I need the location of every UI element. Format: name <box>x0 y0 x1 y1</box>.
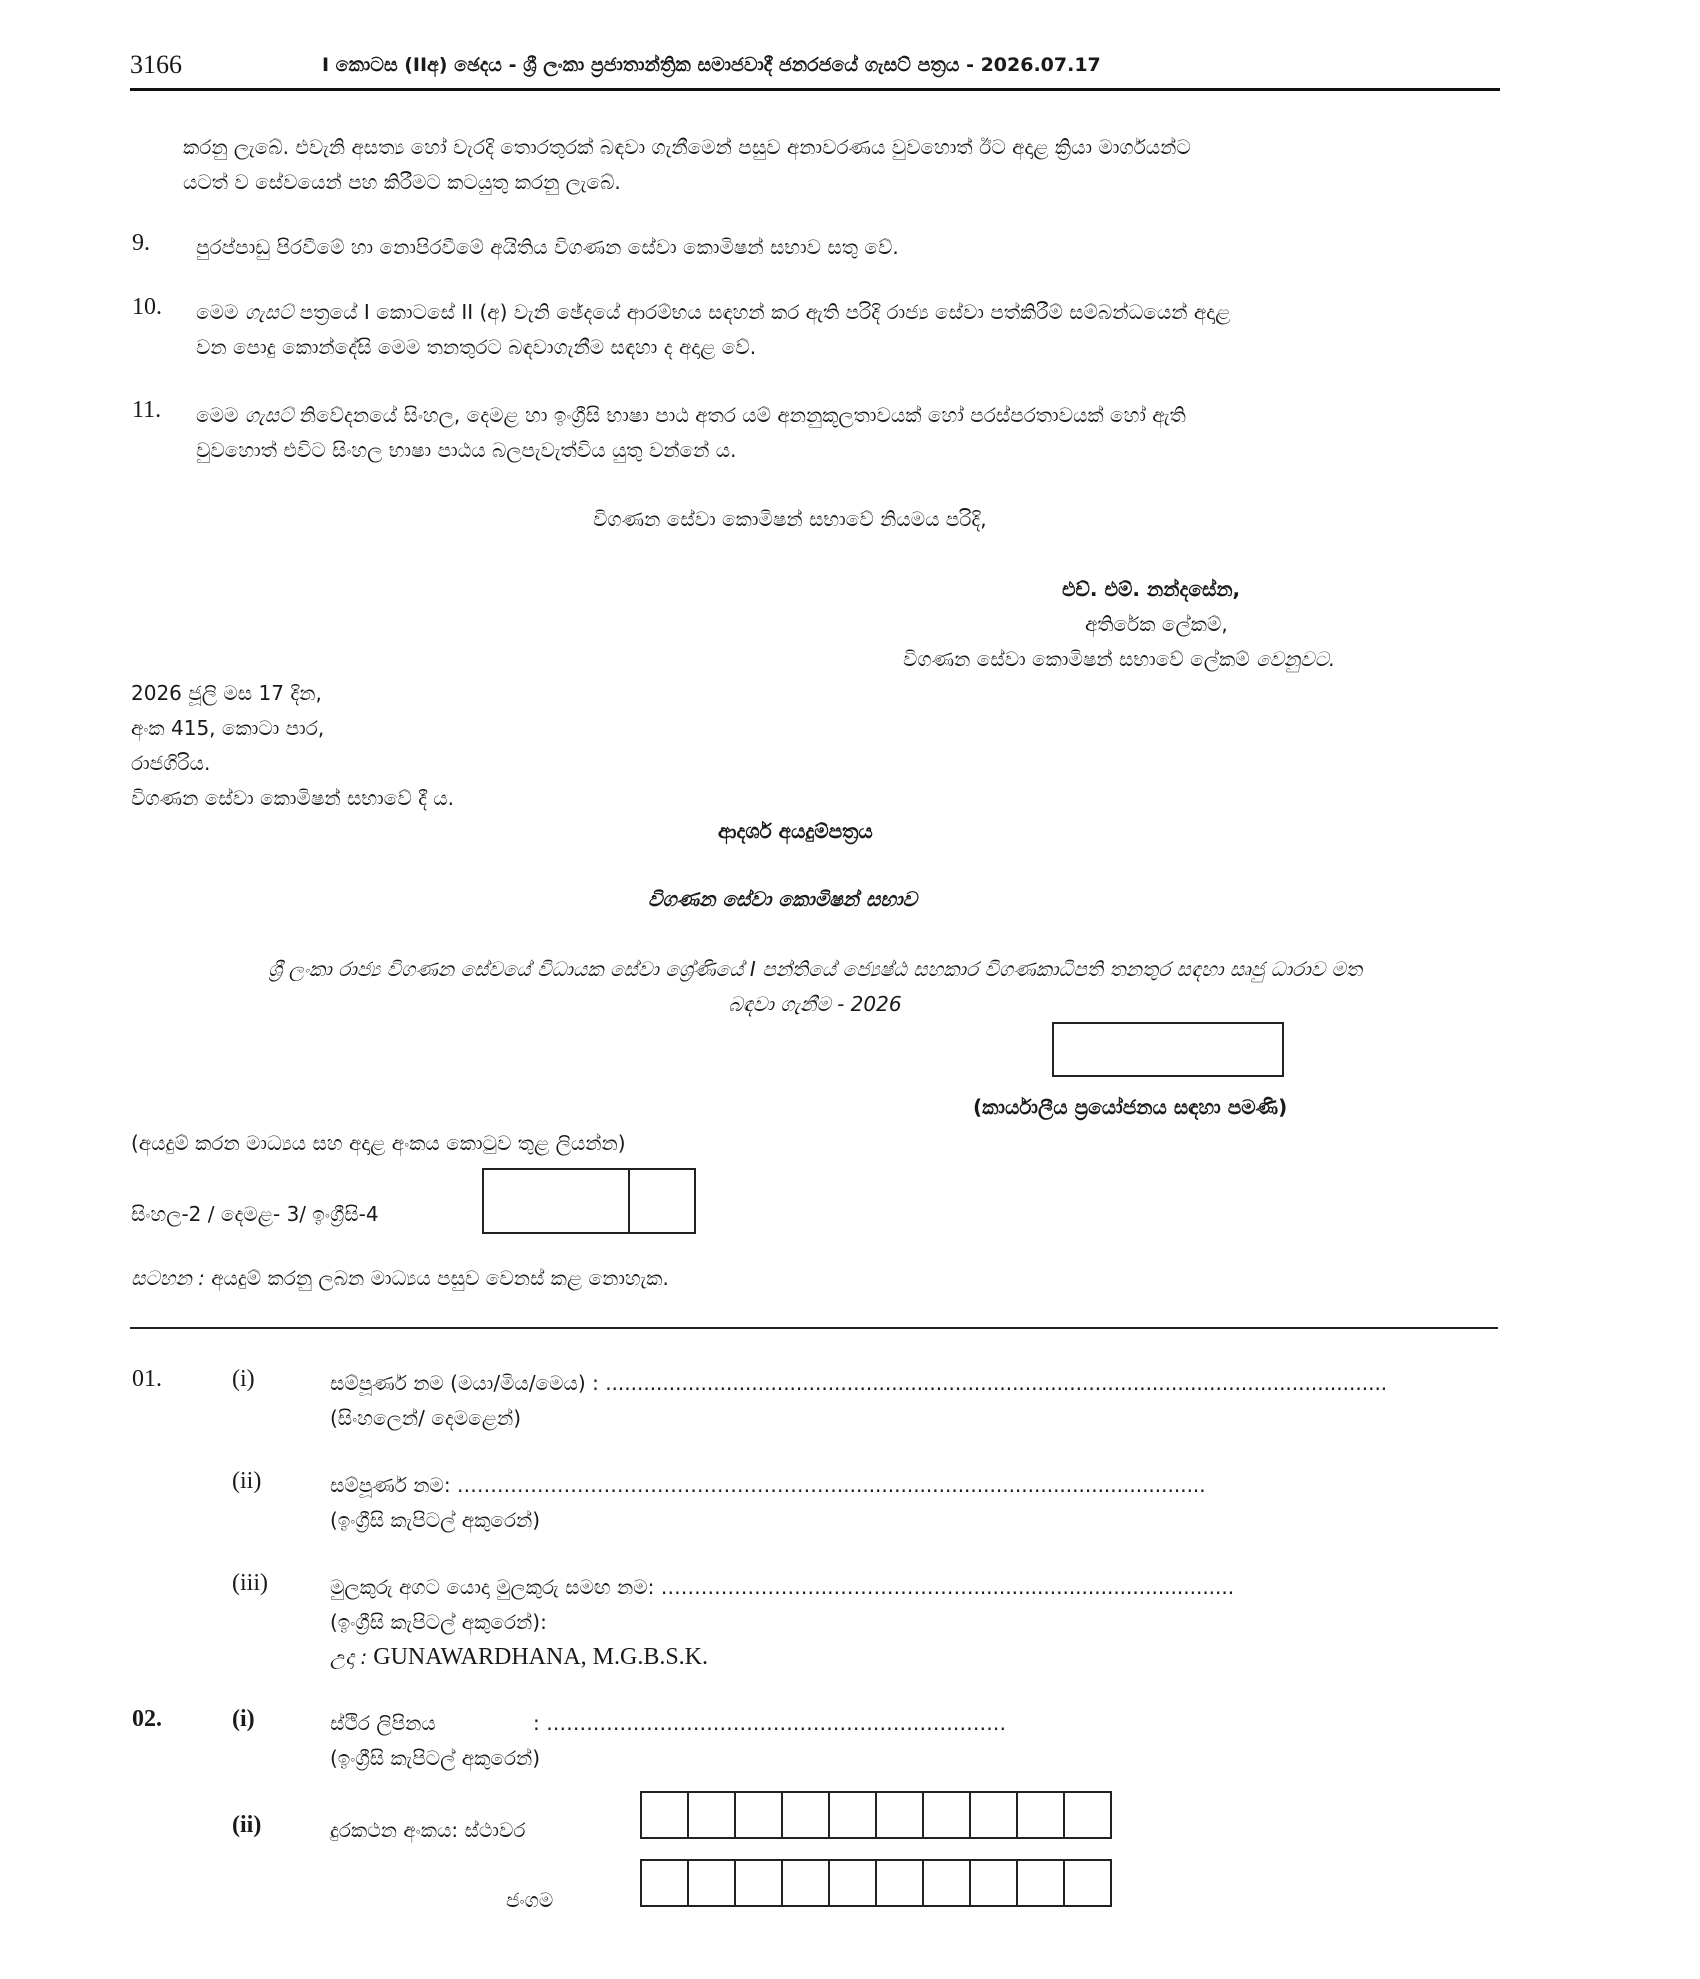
item-9-text: පුරප්පාඩු පිරවීමේ හා නොපිරවීමේ අයිතිය විගණන සේවා කොමිෂන් සභාව සතු වේ. <box>196 235 899 259</box>
landline-digit-box[interactable] <box>687 1791 736 1839</box>
medium-box[interactable] <box>482 1168 630 1234</box>
q01-ii-language-note: (ඉංග්‍රීසි කැපිටල් අකුරෙන්) <box>330 1508 541 1532</box>
mobile-digit-box[interactable] <box>1063 1859 1112 1907</box>
q01-i-full-name-field[interactable]: සම්පූර්ණ නම (මයා/මිය/මෙය) : ........................................................................................................................... <box>330 1371 1388 1395</box>
landline-digit-box[interactable] <box>781 1791 830 1839</box>
q02-number: 02. <box>132 1706 162 1732</box>
q01-number: 01. <box>132 1366 162 1392</box>
q02-i-permanent-address-label: ස්ථිර ලිපිනය <box>330 1711 436 1735</box>
medium-options: සිංහල-2 / දෙමළ- 3/ ඉංග්‍රීසි-4 <box>131 1202 379 1226</box>
landline-digit-box[interactable] <box>1063 1791 1112 1839</box>
on-behalf-prefix: විගණන සේවා කොමිෂන් සභාවේ ලේකම් <box>903 647 1256 671</box>
q01-iii-name-with-initials-field[interactable]: මුලකුරු අගට යොදා මුලකුරු සමඟ නම: ……………………..…………………......................................... <box>330 1575 1235 1599</box>
item-10-line-2: වන පොදු කොන්දේසි මෙම තනතුරට බඳවාගැනීම සඳහා ද අදාළ වේ. <box>196 335 757 359</box>
item-11-prefix: මෙම <box>196 403 245 427</box>
issued-at-line: විගණන සේවා කොමිෂන් සභාවේ දී ය. <box>131 786 455 810</box>
landline-digit-box[interactable] <box>828 1791 877 1839</box>
note-line <box>131 1261 669 1295</box>
subject-line-1: ශ්‍රී ලංකා රාජ්‍ය විගණන සේවයේ විධායක සේවා ශ්‍රේණියේ I පන්තියේ ජ්‍යෙෂ්ඨ සහකාර විගණකාධිපති තනතුර සඳහා සෘජු ධාරාව මත <box>267 957 1363 981</box>
mobile-digit-box[interactable] <box>640 1859 689 1907</box>
example-label: උදා : <box>330 1645 368 1669</box>
q01-iii-marker: (iii) <box>232 1570 268 1596</box>
page-number: 3166 <box>130 50 182 79</box>
landline-digit-box[interactable] <box>734 1791 783 1839</box>
q01-i-language-note: (සිංහලෙන්/ දෙමළෙන්) <box>330 1406 522 1430</box>
gazette-header-title: I කොටස (IIඅ) ඡෙදය - ශ්‍රී ලංකා ප්‍රජාතාන්ත්‍රික සමාජවාදී ජනරජයේ ගැසට් පත්‍රය - 2026.07.17 <box>322 54 1101 76</box>
continuation-line-1: කරනු ලැබේ. එවැනි අසත්‍ය හෝ වැරදි තොරතුරක් බඳවා ගැනීමෙන් පසුව අනාවරණය වුවහොත් ඊට අදාළ ක්‍රියා මාර්ගයන්ට <box>183 135 1191 159</box>
office-use-label: (කාර්යාලීය ප්‍රයෝජනය සඳහා පමණි) <box>973 1095 1288 1119</box>
mobile-digit-box[interactable] <box>828 1859 877 1907</box>
mobile-digit-box[interactable] <box>1016 1859 1065 1907</box>
example-value: GUNAWARDHANA, M.G.B.S.K. <box>367 1644 709 1670</box>
medium-instruction: (අයදුම් කරන මාධ්‍යය සහ අදාළ අංකය කොටුව තුළ ලියන්න) <box>131 1131 626 1155</box>
landline-digit-box[interactable] <box>875 1791 924 1839</box>
q01-ii-marker: (ii) <box>232 1468 262 1494</box>
q01-iii-language-note: (ඉංග්‍රීසි කැපිටල් අකුරෙන්): <box>330 1610 547 1634</box>
mobile-digit-box[interactable] <box>687 1859 736 1907</box>
landline-digit-box[interactable] <box>969 1791 1018 1839</box>
item-11-number: 11. <box>132 397 162 423</box>
item-10-gazette-italic: ගැසට් <box>244 300 294 324</box>
q02-i-marker: (i) <box>232 1706 255 1732</box>
item-9-number: 9. <box>132 230 150 256</box>
landline-digit-box[interactable] <box>640 1791 689 1839</box>
medium-number-box[interactable] <box>628 1168 696 1234</box>
commission-title: විගණන සේවා කොමිෂන් සභාව <box>648 887 917 911</box>
mobile-digit-box[interactable] <box>875 1859 924 1907</box>
item-11-line-1 <box>196 398 1186 432</box>
q01-ii-full-name-field[interactable]: සම්පූර්ණ නම: ………………………………………………….......................................................... <box>330 1473 1206 1497</box>
model-application-title: ආදර්ශ අයදුම්පත්‍රය <box>718 819 873 843</box>
q01-i-marker: (i) <box>232 1366 255 1392</box>
mobile-digit-box[interactable] <box>781 1859 830 1907</box>
item-11-gazette-italic: ගැසට් <box>244 403 294 427</box>
item-11-line-2: වුවහොත් එවිට සිංහල භාෂා පාඨය බලපැවැත්විය යුතු වන්නේ ය. <box>196 438 737 462</box>
continuation-line-2: යටත් ව සේවයෙන් පහ කිරීමට කටයුතු කරනු ලැබේ. <box>183 170 621 194</box>
signatory-designation: අතිරේක ලේකම්, <box>1085 612 1228 636</box>
note-text: අයදුම් කරනු ලබන මාධ්‍යය පසුව වෙනස් කළ නොහැක. <box>204 1266 669 1290</box>
address-line-2: රාජගිරිය. <box>131 751 211 775</box>
item-11-line-1-rest: නිවේදනයේ සිංහල, දෙමළ හා ඉංග්‍රීසි භාෂා පාඨ අතර යම් අනනුකූලතාවයක් හෝ පරස්පරතාවයක් හෝ ඇති <box>293 403 1186 427</box>
item-10-line-1-rest: පත්‍රයේ I කොටසේ II (අ) වැනි ඡේදයේ ආරම්භය සඳහන් කර ඇති පරිදි රාජ්‍ය සේවා පත්කිරීම් සම්බන්ධයෙන් අදාළ <box>293 300 1231 324</box>
q02-ii-mobile-label: ජංගම <box>506 1888 554 1912</box>
q01-iii-example <box>330 1640 708 1674</box>
note-label: සටහන : <box>131 1266 205 1290</box>
office-use-box[interactable] <box>1052 1022 1284 1077</box>
on-behalf-line <box>903 642 1335 676</box>
item-10-line-1 <box>196 295 1230 329</box>
date-line: 2026 ජූලි මස 17 දින, <box>131 681 322 705</box>
landline-digit-box[interactable] <box>922 1791 971 1839</box>
mobile-digit-box[interactable] <box>734 1859 783 1907</box>
q02-ii-marker: (ii) <box>232 1812 262 1838</box>
q02-i-permanent-address-field[interactable]: : …………………………………………………………… <box>533 1711 1007 1735</box>
item-10-prefix: මෙම <box>196 300 245 324</box>
landline-digit-box[interactable] <box>1016 1791 1065 1839</box>
on-behalf-italic: වෙනුවට. <box>1255 647 1336 671</box>
q02-ii-telephone-label: දුරකථන අංකය: ස්ථාවර <box>330 1818 526 1842</box>
signatory-name: එච්. එම්. නන්දසේන, <box>1062 577 1241 601</box>
mobile-digit-box[interactable] <box>922 1859 971 1907</box>
item-10-number: 10. <box>132 294 162 320</box>
address-line-1: අංක 415, කොටා පාර, <box>131 716 325 740</box>
q02-i-language-note: (ඉංග්‍රීසි කැපිටල් අකුරෙන්) <box>330 1746 541 1770</box>
header-rule <box>130 88 1500 91</box>
order-line: විගණන සේවා කොමිෂන් සභාවේ නියමය පරිදි, <box>593 507 987 531</box>
mobile-digit-box[interactable] <box>969 1859 1018 1907</box>
section-divider <box>130 1327 1498 1329</box>
subject-line-2: බඳවා ගැනීම - 2026 <box>728 992 902 1016</box>
